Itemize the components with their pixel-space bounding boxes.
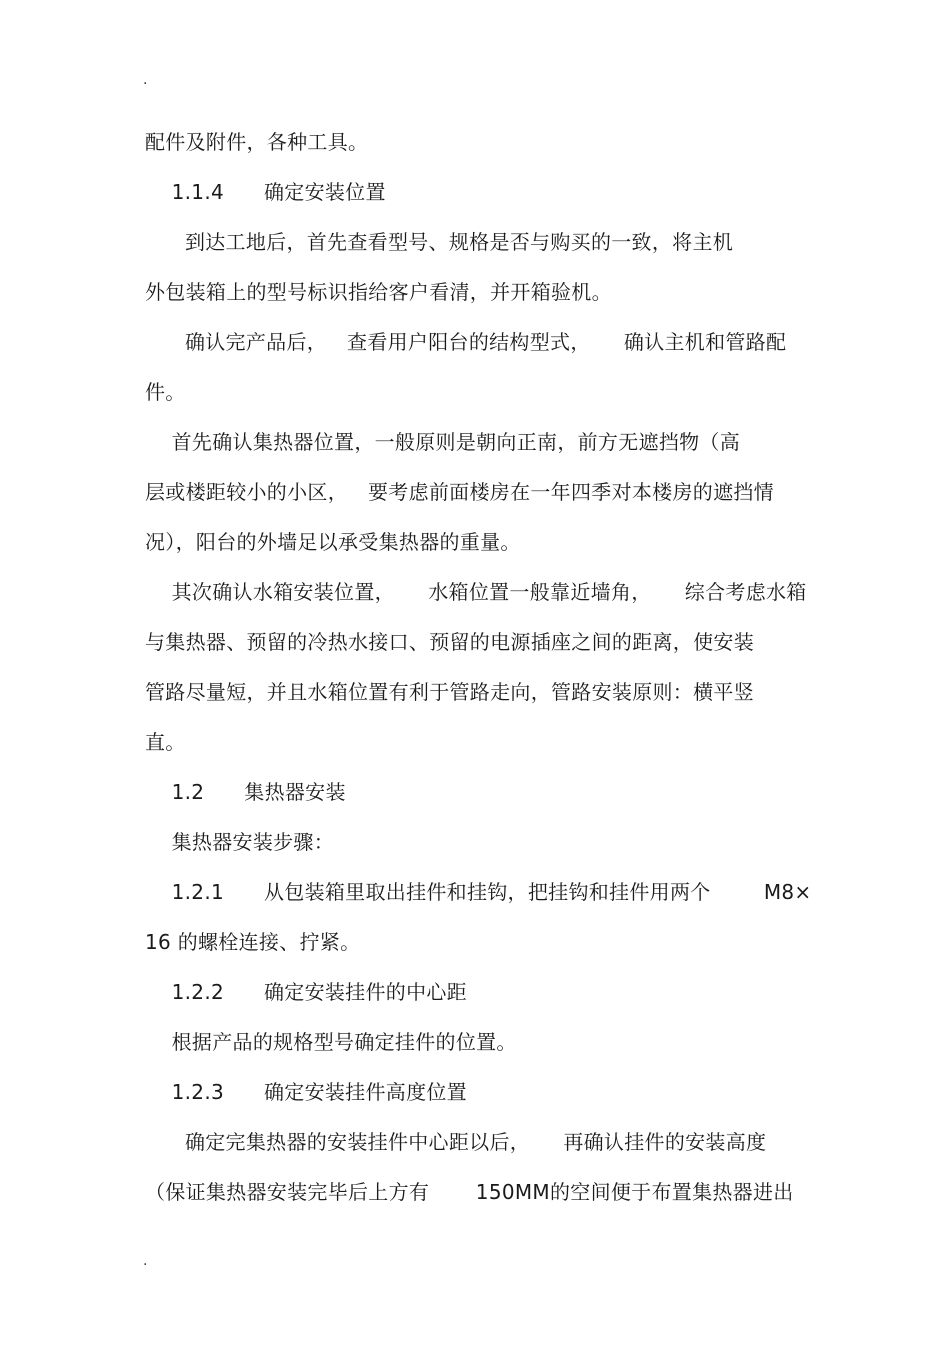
paragraph-line: 根据产品的规格型号确定挂件的位置。	[145, 1030, 517, 1054]
paragraph-line: 件。	[145, 380, 186, 404]
section-heading-1-2-1: 1.2.1 从包装箱里取出挂件和挂钩，把挂钩和挂件用两个 M8×	[145, 880, 812, 904]
paragraph-line: 16 的螺栓连接、拧紧。	[145, 930, 361, 954]
section-heading-1-2-3: 1.2.3 确定安装挂件高度位置	[145, 1080, 467, 1104]
paragraph-line: 首先确认集热器位置，一般原则是朝向正南，前方无遮挡物（高	[145, 430, 741, 454]
paragraph-line: 集热器安装步骤：	[145, 830, 335, 854]
section-heading-1-1-4: 1.1.4 确定安装位置	[145, 180, 386, 204]
paragraph-line: 确定完集热器的安装挂件中心距以后， 再确认挂件的安装高度	[145, 1130, 767, 1154]
paragraph-line: 管路尽量短，并且水箱位置有利于管路走向，管路安装原则：横平竖	[145, 680, 754, 704]
paragraph-line: 层或楼距较小的小区， 要考虑前面楼房在一年四季对本楼房的遮挡情	[145, 480, 774, 504]
page-marker-bottom: .	[143, 1253, 148, 1269]
section-heading-1-2: 1.2 集热器安装	[145, 780, 346, 804]
paragraph-line: 到达工地后，首先查看型号、规格是否与购买的一致，将主机	[145, 230, 734, 254]
paragraph-line: 外包装箱上的型号标识指给客户看清，并开箱验机。	[145, 280, 612, 304]
page-marker-top: .	[143, 72, 148, 88]
paragraph-line: 配件及附件，各种工具。	[145, 130, 369, 154]
section-heading-1-2-2: 1.2.2 确定安装挂件的中心距	[145, 980, 467, 1004]
paragraph-line: 其次确认水箱安装位置， 水箱位置一般靠近墙角， 综合考虑水箱	[145, 580, 807, 604]
paragraph-line: （保证集热器安装完毕后上方有 150MM的空间便于布置集热器进出	[145, 1180, 794, 1204]
paragraph-line: 与集热器、预留的冷热水接口、预留的电源插座之间的距离，使安装	[145, 630, 754, 654]
paragraph-line: 确认完产品后， 查看用户阳台的结构型式， 确认主机和管路配	[145, 330, 787, 354]
paragraph-line: 直。	[145, 730, 186, 754]
paragraph-line: 况），阳台的外墙足以承受集热器的重量。	[145, 530, 521, 554]
